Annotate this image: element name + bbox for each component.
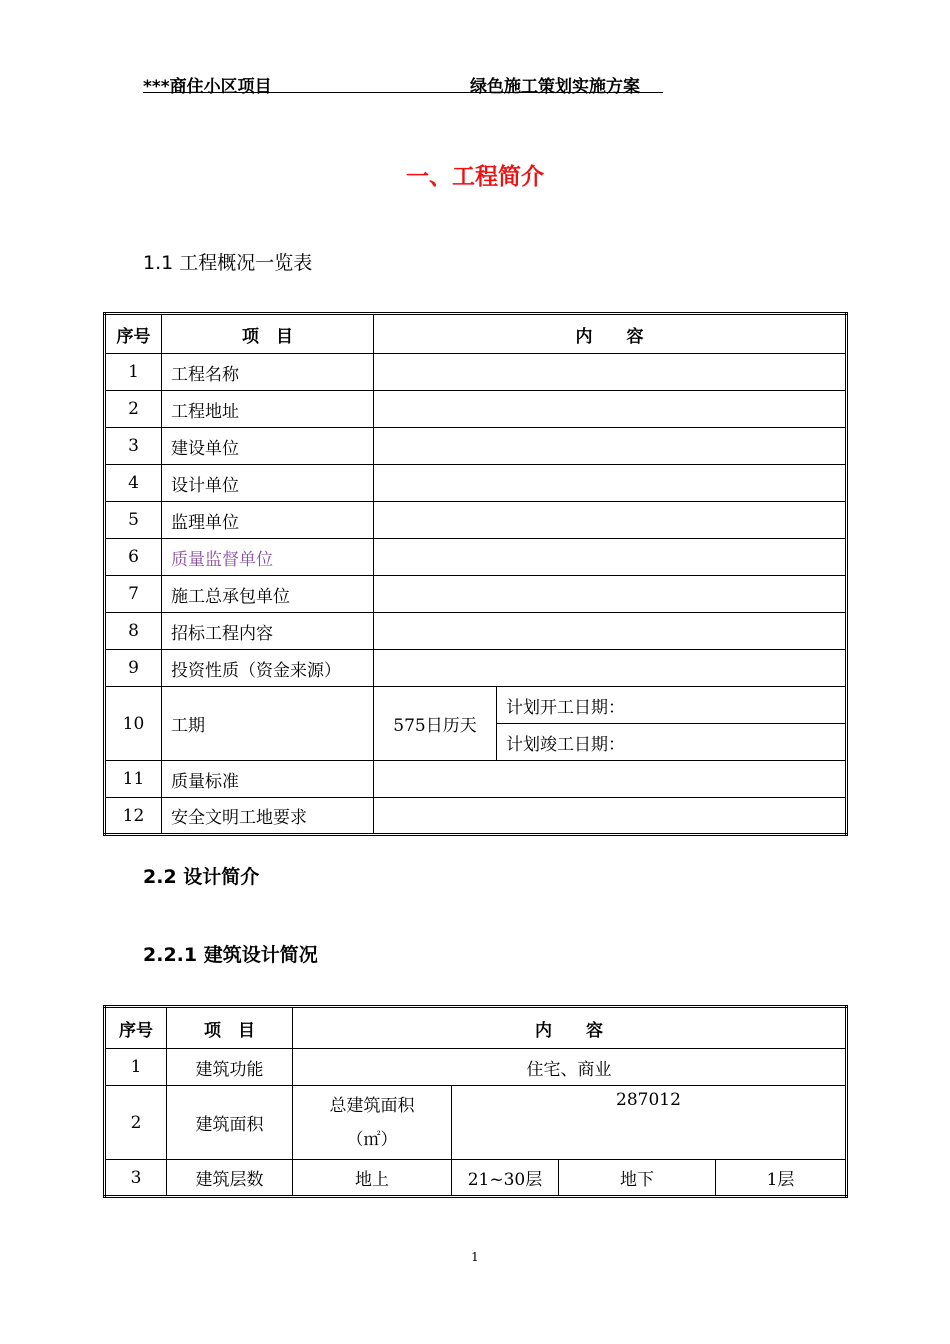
above-ground-value: 21~30层: [452, 1160, 559, 1197]
section-heading-2-2: 2.2 设计简介: [143, 866, 260, 888]
row-number: 1: [105, 1049, 167, 1086]
row-item: 安全文明工地要求: [162, 798, 374, 835]
row-content: [374, 465, 847, 502]
row-item: 建筑面积: [167, 1086, 293, 1160]
table-row: [105, 465, 847, 502]
header-cell-no: 序号: [105, 1007, 167, 1049]
header-cell-item: 项 目: [167, 1007, 293, 1049]
architecture-design-table: [103, 1005, 848, 1198]
table-header-row: [105, 1007, 847, 1049]
duration-value: 575日历天: [374, 687, 497, 761]
table-row: [105, 428, 847, 465]
row-content: [374, 502, 847, 539]
row-content: [374, 391, 847, 428]
row-item: 施工总承包单位: [162, 576, 374, 613]
row-number: 5: [105, 502, 162, 539]
row-number: 2: [105, 1086, 167, 1160]
above-ground-label: 地上: [293, 1160, 452, 1197]
table-row: [105, 1086, 847, 1160]
row-item: 工程地址: [162, 391, 374, 428]
planned-start-date: 计划开工日期：: [497, 687, 847, 724]
header-cell-content: 内 容: [293, 1007, 847, 1049]
row-number: 1: [105, 354, 162, 391]
row-content: [374, 354, 847, 391]
project-overview-table: [103, 312, 848, 836]
header-cell-no: 序号: [105, 314, 162, 354]
row-content: [374, 761, 847, 798]
row-content: [374, 798, 847, 835]
page-number: 1: [471, 1250, 479, 1264]
table-row: [105, 650, 847, 687]
row-number: 7: [105, 576, 162, 613]
table-row-duration: [105, 687, 847, 724]
header-document-title: 绿色施工策划实施方案: [470, 77, 640, 97]
below-ground-label: 地下: [559, 1160, 716, 1197]
row-content: [374, 613, 847, 650]
row-item: 质量监督单位: [162, 539, 374, 576]
section-heading-2-2-1: 2.2.1 建筑设计简况: [143, 944, 318, 966]
chapter-title: 一、工程简介: [406, 164, 544, 190]
row-content: [374, 539, 847, 576]
row-content: [374, 428, 847, 465]
table-row: [105, 539, 847, 576]
planned-completion-date: 计划竣工日期：: [497, 724, 847, 761]
table-row: [105, 391, 847, 428]
table-header-row: [105, 314, 847, 354]
row-content: [374, 650, 847, 687]
row-number: 6: [105, 539, 162, 576]
row-item: 工期: [162, 687, 374, 761]
header-cell-item: 项 目: [162, 314, 374, 354]
section-heading-1-1: 1.1 工程概况一览表: [143, 252, 313, 274]
table-row: [105, 1160, 847, 1197]
table-row: [105, 613, 847, 650]
building-function-value: 住宅、商业: [293, 1049, 847, 1086]
below-ground-value: 1层: [716, 1160, 847, 1197]
header-cell-content: 内 容: [374, 314, 847, 354]
row-content: [374, 576, 847, 613]
row-item: 招标工程内容: [162, 613, 374, 650]
total-area-label-line1: 总建筑面积: [329, 1095, 415, 1116]
row-number: 3: [105, 428, 162, 465]
row-number: 9: [105, 650, 162, 687]
table-row: [105, 576, 847, 613]
table-row: [105, 502, 847, 539]
row-number: 3: [105, 1160, 167, 1197]
total-area-label-unit: （㎡）: [346, 1129, 398, 1150]
row-number: 10: [105, 687, 162, 761]
table-row: [105, 354, 847, 391]
total-area-label: [293, 1086, 452, 1160]
row-item: 监理单位: [162, 502, 374, 539]
row-item: 质量标准: [162, 761, 374, 798]
row-number: 4: [105, 465, 162, 502]
row-number: 12: [105, 798, 162, 835]
row-number: 2: [105, 391, 162, 428]
header-project-name: ***商住小区项目: [143, 77, 272, 97]
row-number: 8: [105, 613, 162, 650]
page-header: [143, 72, 663, 97]
row-item: 建筑功能: [167, 1049, 293, 1086]
row-number: 11: [105, 761, 162, 798]
row-item: 建设单位: [162, 428, 374, 465]
total-area-value: 287012: [452, 1086, 847, 1160]
table-row: [105, 761, 847, 798]
table-row: [105, 798, 847, 835]
row-item: 设计单位: [162, 465, 374, 502]
row-item: 投资性质（资金来源）: [162, 650, 374, 687]
row-item: 建筑层数: [167, 1160, 293, 1197]
row-item: 工程名称: [162, 354, 374, 391]
table-row: [105, 1049, 847, 1086]
